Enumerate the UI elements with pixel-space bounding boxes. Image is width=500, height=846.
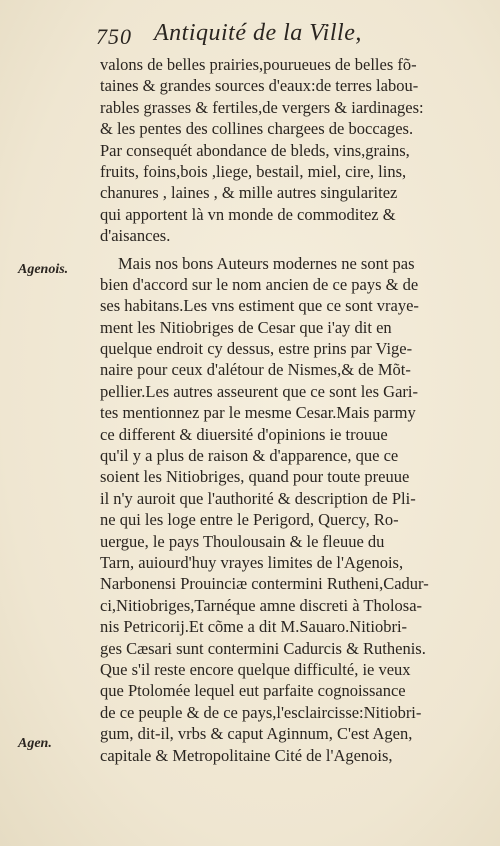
text-line: chanures , laines , & mille autres singularitez bbox=[100, 183, 398, 203]
text-line: qu'il y a plus de raison & d'apparence, que ce bbox=[100, 446, 399, 466]
text-line: nis Petricorij.Et cõme a dit M.Sauaro.Nitiobri- bbox=[100, 617, 408, 637]
text-line: bien d'accord sur le nom ancien de ce pays & de bbox=[100, 274, 419, 294]
page-header bbox=[96, 18, 476, 52]
text-line: ses habitans.Les vns estiment que ce sont vraye- bbox=[100, 296, 419, 316]
text-line: valons de belles prairies,pourueues de belles fõ- bbox=[100, 55, 417, 74]
text-line: rables grasses & fertiles,de vergers & iardinages: bbox=[100, 97, 424, 117]
text-line: Par consequét abondance de bleds, vins,grains, bbox=[100, 140, 410, 160]
text-line: & les pentes des collines chargees de boccages. bbox=[100, 119, 414, 139]
text-line: ce different & diuersité d'opinions ie trouue bbox=[100, 424, 388, 444]
text-line: fruits, foins,bois ,liege, bestail, miel, cire, lins, bbox=[100, 161, 407, 181]
text-line: Que s'il reste encore quelque difficulté, ie veux bbox=[100, 659, 411, 679]
text-line: capitale & Metropolitaine Cité de l'Agenois, bbox=[100, 745, 393, 765]
text-line: il n'y auroit que l'authorité & description de Pli- bbox=[100, 488, 416, 508]
text-line: qui apportent là vn monde de commoditez & bbox=[100, 204, 396, 224]
running-title: Antiquité de la Ville, bbox=[154, 20, 362, 46]
page-number: 750 bbox=[96, 24, 132, 49]
text-line: uergue, le pays Thoulousain & le fleuue du bbox=[100, 531, 385, 551]
text-line: tes mentionnez par le mesme Cesar.Mais parmy bbox=[100, 403, 416, 423]
body-text bbox=[100, 54, 472, 766]
text-line: taines & grandes sources d'eaux:de terres labou- bbox=[100, 76, 419, 96]
margin-note-agenois: Agenois. bbox=[18, 262, 69, 277]
text-line: ne qui les loge entre le Perigord, Quercy, Ro- bbox=[100, 510, 399, 530]
text-line: soient les Nitiobriges, quand pour toute preuue bbox=[100, 467, 410, 487]
text-line: ci,Nitiobriges,Tarnéque amne discreti à Tholosa- bbox=[100, 595, 423, 615]
text-line: pellier.Les autres asseurent que ce sont les Gari- bbox=[100, 381, 418, 401]
text-line: gum, dit-il, vrbs & caput Aginnum, C'est Agen, bbox=[100, 724, 413, 744]
text-line: quelque endroit cy dessus, estre prins par Vige- bbox=[100, 339, 413, 359]
text-line: ges Cæsari sunt contermini Cadurcis & Ruthenis. bbox=[100, 638, 426, 658]
paragraph-2 bbox=[100, 253, 472, 766]
text-line: ment les Nitiobriges de Cesar que i'ay dit en bbox=[100, 317, 392, 337]
text-line: Narbonensi Prouinciæ contermini Rutheni,Cadur- bbox=[100, 574, 429, 594]
text-line: d'aisances. bbox=[100, 226, 171, 246]
text-line: Tarn, auiourd'huy vrayes limites de l'Agenois, bbox=[100, 552, 404, 572]
text-line: que Ptolomée lequel eut parfaite cognoissance bbox=[100, 681, 406, 701]
margin-note-agen: Agen. bbox=[18, 736, 52, 751]
paragraph-1 bbox=[100, 54, 472, 247]
text-line: de ce peuple & de ce pays,l'esclaircisse:Nitiobri- bbox=[100, 702, 422, 722]
text-line: naire pour ceux d'alétour de Nismes,& de Mõt- bbox=[100, 360, 411, 380]
text-line: Mais nos bons Auteurs modernes ne sont pas bbox=[118, 253, 415, 273]
